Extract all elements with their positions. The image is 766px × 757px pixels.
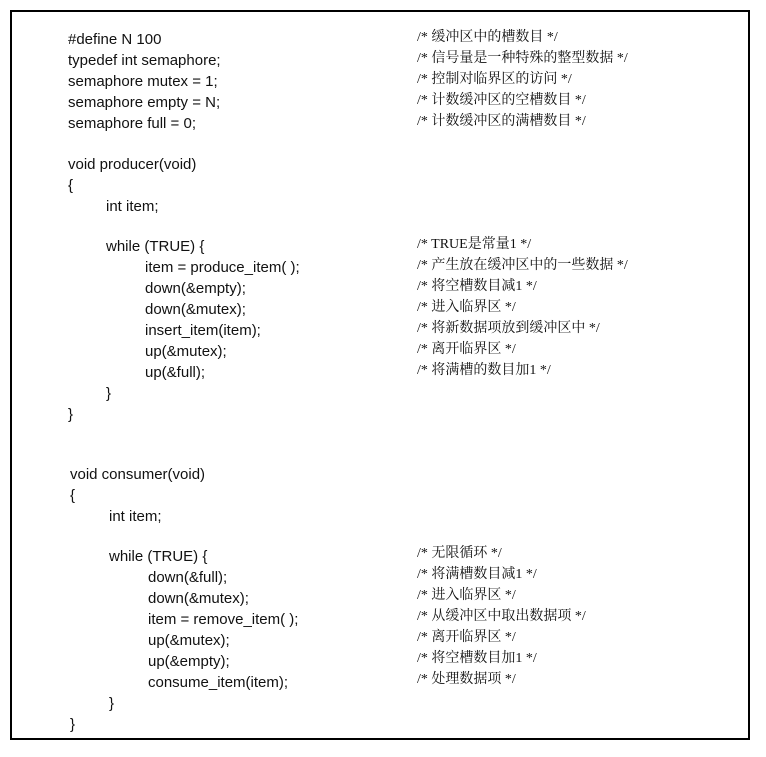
code-line: up(&mutex);	[148, 632, 230, 649]
code-line: consume_item(item);	[148, 674, 289, 691]
code-comment: /* 无限循环 */	[417, 546, 502, 561]
code-comment: /* TRUE是常量1 */	[417, 237, 532, 252]
code-comment: /* 将满槽数目减1 */	[417, 567, 537, 582]
code-comment: /* 将空槽数目加1 */	[417, 651, 537, 666]
code-comment: /* 将新数据项放到缓冲区中 */	[417, 321, 600, 336]
code-line: #define N 100	[68, 31, 162, 48]
code-line: down(&empty);	[145, 280, 246, 297]
producer-loop-close: }	[106, 385, 112, 402]
code-listing-frame	[10, 10, 750, 740]
consumer-loop-head: while (TRUE) {	[109, 548, 208, 565]
code-line: insert_item(item);	[145, 322, 261, 339]
producer-open-brace: {	[68, 177, 74, 194]
code-comment: /* 将空槽数目减1 */	[417, 279, 537, 294]
code-line: up(&mutex);	[145, 343, 227, 360]
code-comment: /* 离开临界区 */	[417, 630, 516, 645]
code-comment: /* 控制对临界区的访问 */	[417, 72, 572, 87]
consumer-decl: int item;	[109, 508, 162, 525]
code-comment: /* 处理数据项 */	[417, 672, 516, 687]
code-line: down(&mutex);	[148, 590, 249, 607]
code-line: semaphore empty = N;	[68, 94, 221, 111]
code-line: semaphore full = 0;	[68, 115, 196, 132]
consumer-close-brace: }	[70, 716, 76, 733]
code-comment: /* 进入临界区 */	[417, 588, 516, 603]
code-comment: /* 进入临界区 */	[417, 300, 516, 315]
code-line: item = remove_item( );	[148, 611, 299, 628]
producer-close-brace: }	[68, 406, 74, 423]
code-comment: /* 离开临界区 */	[417, 342, 516, 357]
code-comment: /* 将满槽的数目加1 */	[417, 363, 551, 378]
code-line: semaphore mutex = 1;	[68, 73, 218, 90]
producer-decl: int item;	[106, 198, 159, 215]
code-line: typedef int semaphore;	[68, 52, 221, 69]
consumer-open-brace: {	[70, 487, 76, 504]
producer-signature: void producer(void)	[68, 156, 197, 173]
code-comment: /* 计数缓冲区的空槽数目 */	[417, 93, 586, 108]
producer-loop-head: while (TRUE) {	[106, 238, 205, 255]
code-line: item = produce_item( );	[145, 259, 300, 276]
code-comment: /* 缓冲区中的槽数目 */	[417, 30, 558, 45]
code-comment: /* 产生放在缓冲区中的一些数据 */	[417, 258, 628, 273]
code-comment: /* 从缓冲区中取出数据项 */	[417, 609, 586, 624]
code-line: down(&mutex);	[145, 301, 246, 318]
code-line: up(&full);	[145, 364, 206, 381]
code-comment: /* 信号量是一种特殊的整型数据 */	[417, 51, 628, 66]
code-comment: /* 计数缓冲区的满槽数目 */	[417, 114, 586, 129]
code-line: down(&full);	[148, 569, 228, 586]
consumer-loop-close: }	[109, 695, 115, 712]
code-line: up(&empty);	[148, 653, 230, 670]
consumer-signature: void consumer(void)	[70, 466, 206, 483]
